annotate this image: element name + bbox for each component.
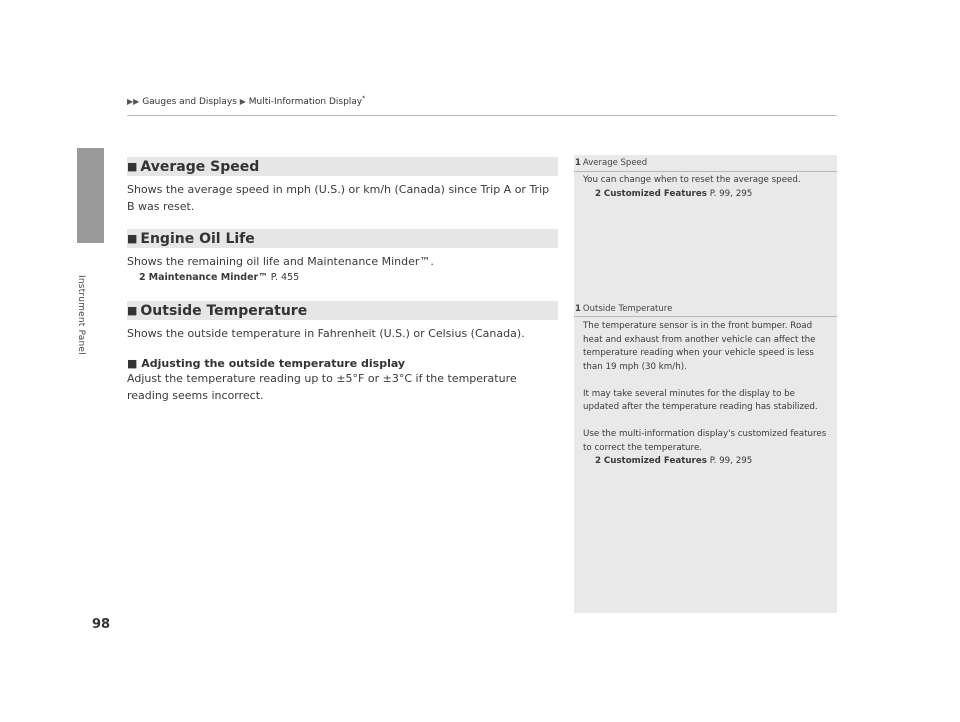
header-rule	[127, 115, 837, 116]
xref-page-2: 295	[735, 188, 753, 199]
note-title-outside-temperature: 1 Outside Temperature	[575, 304, 673, 314]
adjust-temperature-text: Adjust the temperature reading up to ±5°F or ±3°C if the temperature reading seems incorrect.	[127, 372, 517, 402]
note-paragraph: Use the multi-information display's customized features to correct the temperature.	[583, 429, 827, 453]
section-heading-engine-oil-life	[127, 229, 558, 248]
note-body-outside-temperature	[583, 320, 831, 469]
breadcrumb-arrow-icon: ▶	[133, 97, 140, 106]
note-icon: 1	[575, 304, 581, 314]
xref-maintenance-minder[interactable]	[139, 269, 571, 286]
section-marker-icon: ■	[127, 160, 138, 173]
section-marker-icon: ■	[127, 232, 138, 245]
chapter-label: Instrument Panel	[76, 275, 86, 355]
note-rule	[574, 171, 837, 172]
section-heading-average-speed	[127, 157, 558, 176]
xref-label: Customized Features	[603, 456, 707, 466]
xref-page-2: 295	[735, 456, 753, 466]
xref-page: P. 99	[709, 456, 731, 466]
section-title: Average Speed	[140, 159, 260, 175]
xref-arrow-icon: 2	[595, 456, 602, 466]
note-title-average-speed: 1 Average Speed	[575, 158, 648, 168]
xref-arrow-icon: 2	[139, 272, 146, 283]
breadcrumb-item-mid[interactable]: Multi-Information Display	[248, 97, 363, 107]
section-title: Engine Oil Life	[140, 231, 255, 247]
breadcrumb-item-gauges[interactable]: Gauges and Displays	[142, 97, 237, 107]
asterisk-mark: *	[362, 95, 366, 102]
section-title: Outside Temperature	[140, 303, 308, 319]
xref-label: Maintenance Minder™	[148, 272, 268, 283]
notes-sidebar	[574, 155, 837, 613]
section-marker-icon: ■	[127, 304, 138, 317]
average-speed-text: Shows the average speed in mph (U.S.) or km/h (Canada) since Trip A or Trip B was reset.	[127, 183, 550, 213]
page-number: 98	[92, 617, 111, 632]
subheading-adjust-temperature: ■ Adjusting the outside temperature display	[127, 357, 406, 370]
xref-label: Customized Features	[603, 188, 707, 199]
xref-page: P. 455	[270, 272, 300, 283]
xref-arrow-icon: 2	[595, 188, 602, 199]
note-rule	[574, 316, 837, 317]
breadcrumb-arrow-icon: ▶	[239, 97, 246, 106]
note-body-average-speed	[583, 174, 833, 201]
engine-oil-life-text: Shows the remaining oil life and Maintenance Minder™.	[127, 255, 434, 268]
xref-customized-features[interactable]: 2 Customized Features P. 99, 295	[595, 188, 753, 199]
xref-page: P. 99	[709, 188, 731, 199]
section-heading-outside-temperature	[127, 301, 558, 320]
note-paragraph: The temperature sensor is in the front bumper. Road heat and exhaust from another vehicle can affect the temperature reading when your vehicle speed is less than 19 mph (30 km/h).	[583, 321, 816, 372]
breadcrumb	[127, 95, 365, 107]
xref-customized-features[interactable]: 2 Customized Features P. 99, 295	[595, 456, 753, 466]
note-icon: 1	[575, 158, 581, 168]
note-paragraph: It may take several minutes for the display to be updated after the temperature reading has stabilized.	[583, 388, 818, 412]
note-text: You can change when to reset the average speed.	[583, 175, 801, 185]
chapter-tab	[77, 148, 104, 243]
breadcrumb-arrow-icon: ▶	[127, 97, 134, 106]
outside-temperature-text: Shows the outside temperature in Fahrenheit (U.S.) or Celsius (Canada).	[127, 327, 525, 340]
